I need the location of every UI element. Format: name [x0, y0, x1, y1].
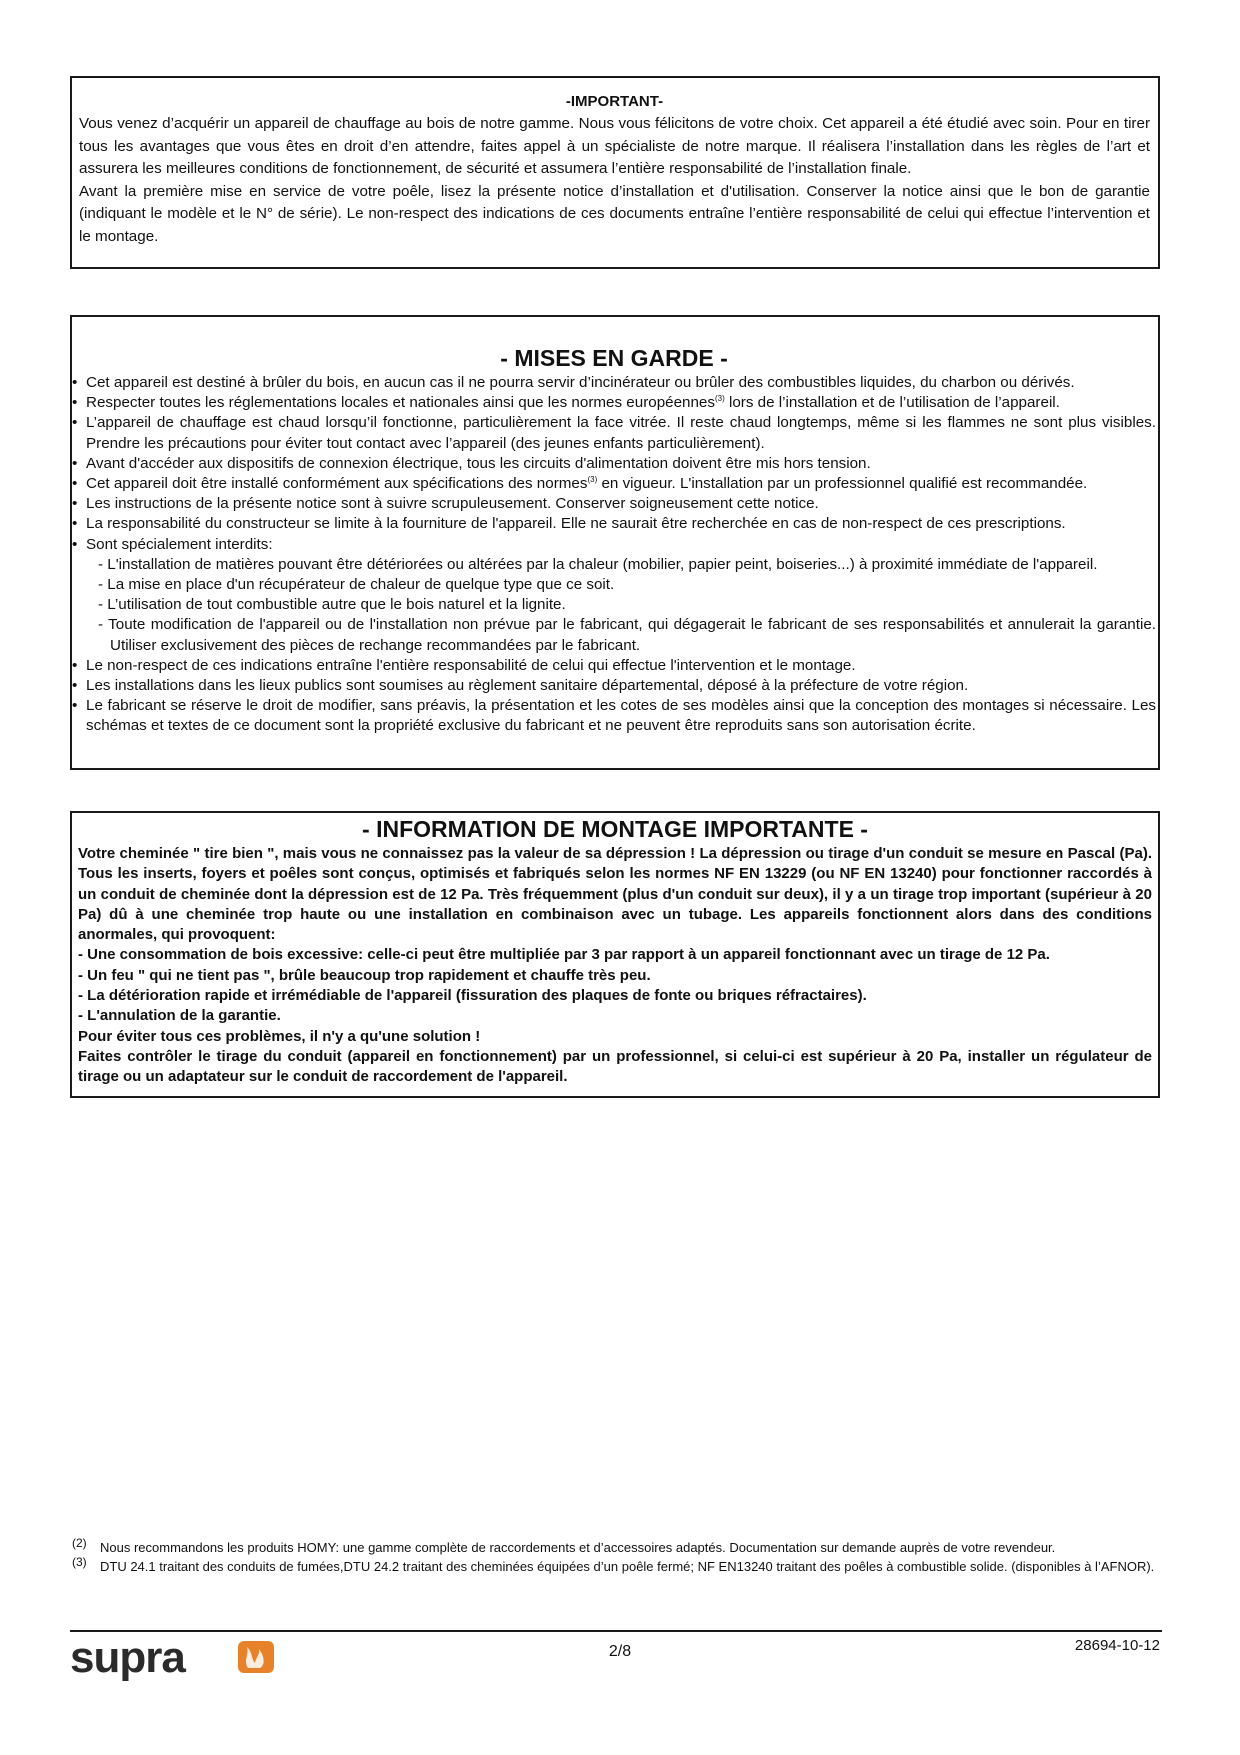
page-number: 2/8 [608, 1643, 632, 1660]
bullet: • [72, 454, 78, 472]
consequence-item: - La détérioration rapide et irrémédiable de l'appareil (fissuration des plaques de fonte ou briques réfractaires). [78, 987, 867, 1005]
document-reference: 28694-10-12 [1074, 1637, 1160, 1654]
bullet: • [72, 495, 78, 513]
footnote-mark: (3) [72, 1555, 87, 1569]
important-paragraph: Vous venez d’acquérir un appareil de chauffage au bois de notre gamme. Nous vous félicitons de votre choix. Cet appareil a été étudié avec soin. Pour en tirer tous les avantages que vous êtes en droit d’en attendre, faites appel à un spécialiste de notre marque. Il réalisera l’installation dans les règles de l’art et assurera les meilleures conditions de fonctionnement, de sécurité et assumera l’entière responsabilité de l’installation finale. [79, 115, 1150, 177]
footnote-text: DTU 24.1 traitant des conduits de fumées,DTU 24.2 traitant des cheminées équipées d’un poêle fermé; NF EN13240 traitant des poêles à combustible solide. (disponibles à l’AFNOR). [100, 1559, 1155, 1574]
consequence-item: - Une consommation de bois excessive: celle-ci peut être multipliée par 3 par rapport à un appareil fonctionnant avec un tirage de 12 Pa. [78, 946, 1050, 964]
warning-item: • L’appareil de chauffage est chaud lorsqu’il fonctionne, particulièrement la face vitrée. Il reste chaud longtemps, même si les flammes ne sont plus visibles. Prendre les précautions pour éviter tout contact avec l’appareil (des jeunes enfants particulièrement). [72, 414, 1156, 452]
forbidden-item: - Toute modification de l'appareil ou de l'installation non prévue par le fabricant, qui dégagerait le fabricant de ses responsabilités et annulerait la garantie. Utiliser exclusivement des pièces de rechange recommandées par le fabricant. [98, 616, 1156, 654]
bullet: • [72, 535, 78, 553]
warnings-list [72, 373, 1156, 737]
solution-text: Faites contrôler le tirage du conduit (appareil en fonctionnement) par un professionnel, si celui-ci est supérieur à 20 Pa, installer un régulateur de tirage ou un adaptateur sur le conduit de raccordement de l'appareil. [78, 1047, 1152, 1086]
consequence-item: - L'annulation de la garantie. [78, 1007, 281, 1025]
footnotes [70, 1538, 1162, 1576]
warning-item: • Les instructions de la présente notice sont à suivre scrupuleusement. Conserver soigneusement cette notice. [72, 494, 1156, 514]
warning-item: • Avant d'accéder aux dispositifs de connexion électrique, tous les circuits d'alimentation doivent être mis hors tension. [72, 454, 1156, 474]
warning-item: • Le non-respect de ces indications entraîne l'entière responsabilité de celui qui effectue l'intervention et le montage. [72, 656, 1156, 676]
warnings-box [70, 315, 1160, 770]
warning-item: • Cet appareil est destiné à brûler du bois, en aucun cas il ne pourra servir d’incinérateur ou brûler des combustibles liquides, du charbon ou dérivés. [72, 373, 1156, 393]
warning-item: • Cet appareil doit être installé conformément aux spécifications des normes$^{(3)}$ en vigueur. L'installation par un professionnel qualifié est recommandée. [72, 474, 1156, 494]
footnote-mark: (2) [72, 1536, 87, 1550]
footnote [70, 1538, 1162, 1557]
warning-item: • Le fabricant se réserve le droit de modifier, sans préavis, la présentation et les cotes de ses modèles ainsi que la conception des montages si nécessaire. Les schémas et textes de ce document sont la propriété exclusive du fabricant et ne peuvent être reproduits sans son autorisation écrite. [72, 697, 1156, 735]
footnote [70, 1557, 1162, 1576]
montage-title: - INFORMATION DE MONTAGE IMPORTANTE - [362, 816, 868, 842]
warning-item: • Respecter toutes les réglementations locales et nationales ainsi que les normes européennes$^{(3)}$ lors de l’installation et de l’utilisation de l’appareil. [72, 393, 1156, 413]
montage-box [70, 811, 1160, 1098]
bullet: • [72, 697, 78, 715]
bullet: • [72, 374, 78, 391]
solution-title: Pour éviter tous ces problèmes, il n'y a qu'une solution ! [78, 1027, 481, 1045]
footnote-reference: (3) [714, 394, 725, 404]
logo-wordmark: supra [70, 1635, 185, 1682]
warning-item: • Les installations dans les lieux publics sont soumises au règlement sanitaire départemental, déposé à la préfecture de votre région. [72, 676, 1156, 696]
important-paragraph: Avant la première mise en service de votre poêle, lisez la présente notice d’installation et d'utilisation. Conserver la notice ainsi que le bon de garantie (indiquant le modèle et le N° de série). Le non-respect des indications de ces documents entraîne l’entière responsabilité de celui qui effectue l’intervention et le montage. [79, 182, 1150, 245]
consequence-item: - Un feu " qui ne tient pas ", brûle beaucoup trop rapidement et chauffe très peu. [78, 966, 651, 984]
footer-rule [70, 1630, 1162, 1632]
bullet: • [72, 515, 78, 533]
footnote-text: Nous recommandons les produits HOMY: une gamme complète de raccordements et d’accessoires adaptés. Documentation sur demande auprès de votre revendeur. [100, 1540, 1056, 1555]
bullet: • [72, 394, 78, 412]
warning-item: • Sont spécialement interdits: [72, 535, 1156, 555]
forbidden-item: - L’utilisation de tout combustible autre que le bois naturel et la lignite. [98, 596, 566, 614]
forbidden-item: - La mise en place d'un récupérateur de chaleur de quelque type que ce soit. [98, 576, 615, 594]
bullet: • [72, 414, 78, 432]
bullet: • [72, 656, 78, 674]
important-box [70, 76, 1160, 269]
forbidden-item: - L'installation de matières pouvant être détériorées ou altérées par la chaleur (mobilier, papier peint, boiseries...) à proximité immédiate de l'appareil. [98, 555, 1098, 573]
bullet: • [72, 475, 78, 493]
warning-item: • La responsabilité du constructeur se limite à la fourniture de l'appareil. Elle ne saurait être recherchée en cas de non-respect de ces prescriptions. [72, 514, 1156, 534]
bullet: • [72, 677, 78, 695]
important-title: -IMPORTANT- [565, 93, 664, 110]
montage-intro: Votre cheminée " tire bien ", mais vous ne connaissez pas la valeur de sa dépression ! La dépression ou tirage d'un conduit se mesure en Pascal (Pa). Tous les inserts, foyers et poêles sont conçus, optimisés et fabriqués selon les normes NF EN 13229 (ou NF EN 13240) pour fonctionner raccordés à un conduit de cheminée dont la dépression est de 12 Pa. Très fréquemment (plus d'un conduit sur deux), il y a un tirage trop important (supérieur à 20 Pa) dû à une cheminée trop haute ou une installation en combinaison avec un tubage. Les appareils fonctionnent alors dans des conditions anormales, qui provoquent: [78, 845, 1152, 944]
footnote-reference: (3) [587, 475, 598, 485]
warnings-title: - MISES EN GARDE - [500, 345, 728, 371]
